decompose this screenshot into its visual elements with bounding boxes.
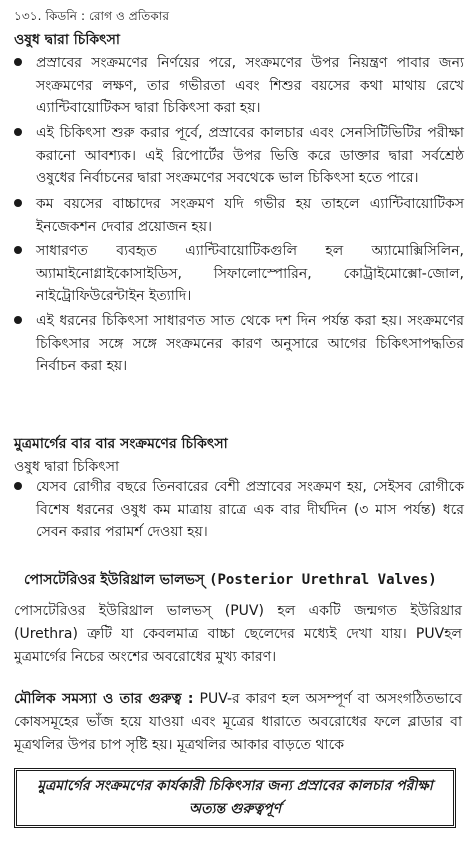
puv-intro-paragraph: পোসটেরিওর ইউরিথ্রাল ভালভস্ (PUV) হল একটি জন্মগত ইউরিথ্রার (Urethra) ত্রুটি যা কেবলমাত্র বাচ্চা ছেলেদের মধ্যেই দেখা যায়। PUVহল মুত্রমার্গের নিচের অংশের অবরোধের মুখ্য কারণ। <box>14 603 462 665</box>
problem-lead-bold: মৌলিক সমস্যা ও তার গুরুত্ব : <box>14 691 194 707</box>
bullet-icon <box>14 199 22 207</box>
puv-problem-paragraph <box>14 688 462 757</box>
running-head: ১৩১. কিডনি : রোগ ও প্রতিকার <box>14 9 170 23</box>
bullet-icon <box>14 482 22 490</box>
list-item-text: কম বয়সের বাচ্চাদের সংক্রমণ যদি গভীর হয় তাহলে এ্যান্টিবায়োটিকস ইনজেকশন দেবার প্রয়োজন হয়। <box>36 196 464 235</box>
list-item-text: প্রস্রাবের সংক্রমণের নির্ণয়ের পরে, সংক্রমণের উপর নিয়ন্ত্রণ পাবার জন্য সংক্রমণের লক্ষণ, তার গভীরতা এবং শিশুর বয়সের কথা মাথায় রেখে এ্যান্টিবায়োটিকস দ্বারা চিকিৎসা করা হয়। <box>36 55 464 116</box>
section-title-puv <box>24 568 437 592</box>
list-item-text: যেসব রোগীর বছরে তিনবারের বেশী প্রস্রাবের সংক্রমণ হয়, সেইসব রোগীকে বিশেষ ধরনের ওষুধ কম মাত্রায় রাত্রে এক বার দীর্ঘদিন (৩ মাস পর্যন্ত) ধরে সেবন করার পরামর্শ দেওয়া হয়। <box>36 479 464 540</box>
callout-text: মুত্রমার্গের সংক্রমণের কার্যকারী চিকিৎসার জন্য প্রস্রাবের কালচার পরীক্ষা অত্যন্ত গুরুত্বপূর্ণ <box>37 778 433 817</box>
callout-box <box>14 768 456 828</box>
list-item-text: সাধারণত ব্যবহৃত এ্যান্টিবায়োটিকগুলি হল অ্যামোক্সিসিলিন, অ্যামাইনোগ্লাইকোসাইডিস, সিফালোস্পোরিন, কোট্রাইমোক্সো-জোল, নাইট্রোফিউরেন্টাইন ইত্যাদি। <box>36 243 464 304</box>
section-title-en: (Posterior Urethral Valves) <box>209 572 437 588</box>
subheading-medication: ওষুধ দ্বারা চিকিৎসা <box>14 459 120 475</box>
problem-lead-rest: PUV-র কারণ হল অসম্পূর্ণ বা অসংগঠিতভাবে কোষসমূহের ভাঁজ হয়ে যাওয়া এবং মূত্রের ধারাতে অবরোধের ফলে ব্লাডার বা মূত্রথলির উপর চাপ সৃষ্টি হয়। মূত্রথলির আকার বাড়তে থাকে <box>14 691 462 753</box>
bullet-icon <box>14 316 22 324</box>
bullet-icon <box>14 58 22 66</box>
section-heading-medication: ওষুধ দ্বারা চিকিৎসা <box>14 32 120 48</box>
section-heading-recurrent-infection: মুত্রমার্গের বার বার সংক্রমণের চিকিৎসা <box>14 436 228 452</box>
bullet-icon <box>14 246 22 254</box>
list-item-text: এই চিকিৎসা শুরু করার পূর্বে, প্রস্রাবের কালচার এবং সেনসিটিভিটির পরীক্ষা করানো আবশ্যক। এই রিপোর্টের উপর ভিত্তি করে ডাক্তার দ্বারা সর্বশ্রেষ্ঠ ওষুধের নির্বাচনের দ্বারা সংক্রমণের সবথেকে ভাল চিকিৎসা হতে পারে। <box>36 125 464 186</box>
bullet-icon <box>14 128 22 136</box>
list-item-text: এই ধরনের চিকিৎসা সাধারণত সাত থেকে দশ দিন পর্যন্ত করা হয়। সংক্রমণের চিকিৎসার সঙ্গে সঙ্গে সংক্রমনের কারণ অনুসারে আগের চিকিৎসাপদ্ধতির নির্বাচন করা হয়। <box>36 313 464 374</box>
section-title-bn: পোসটেরিওর ইউরিথ্রাল ভালভস্ <box>24 572 205 588</box>
